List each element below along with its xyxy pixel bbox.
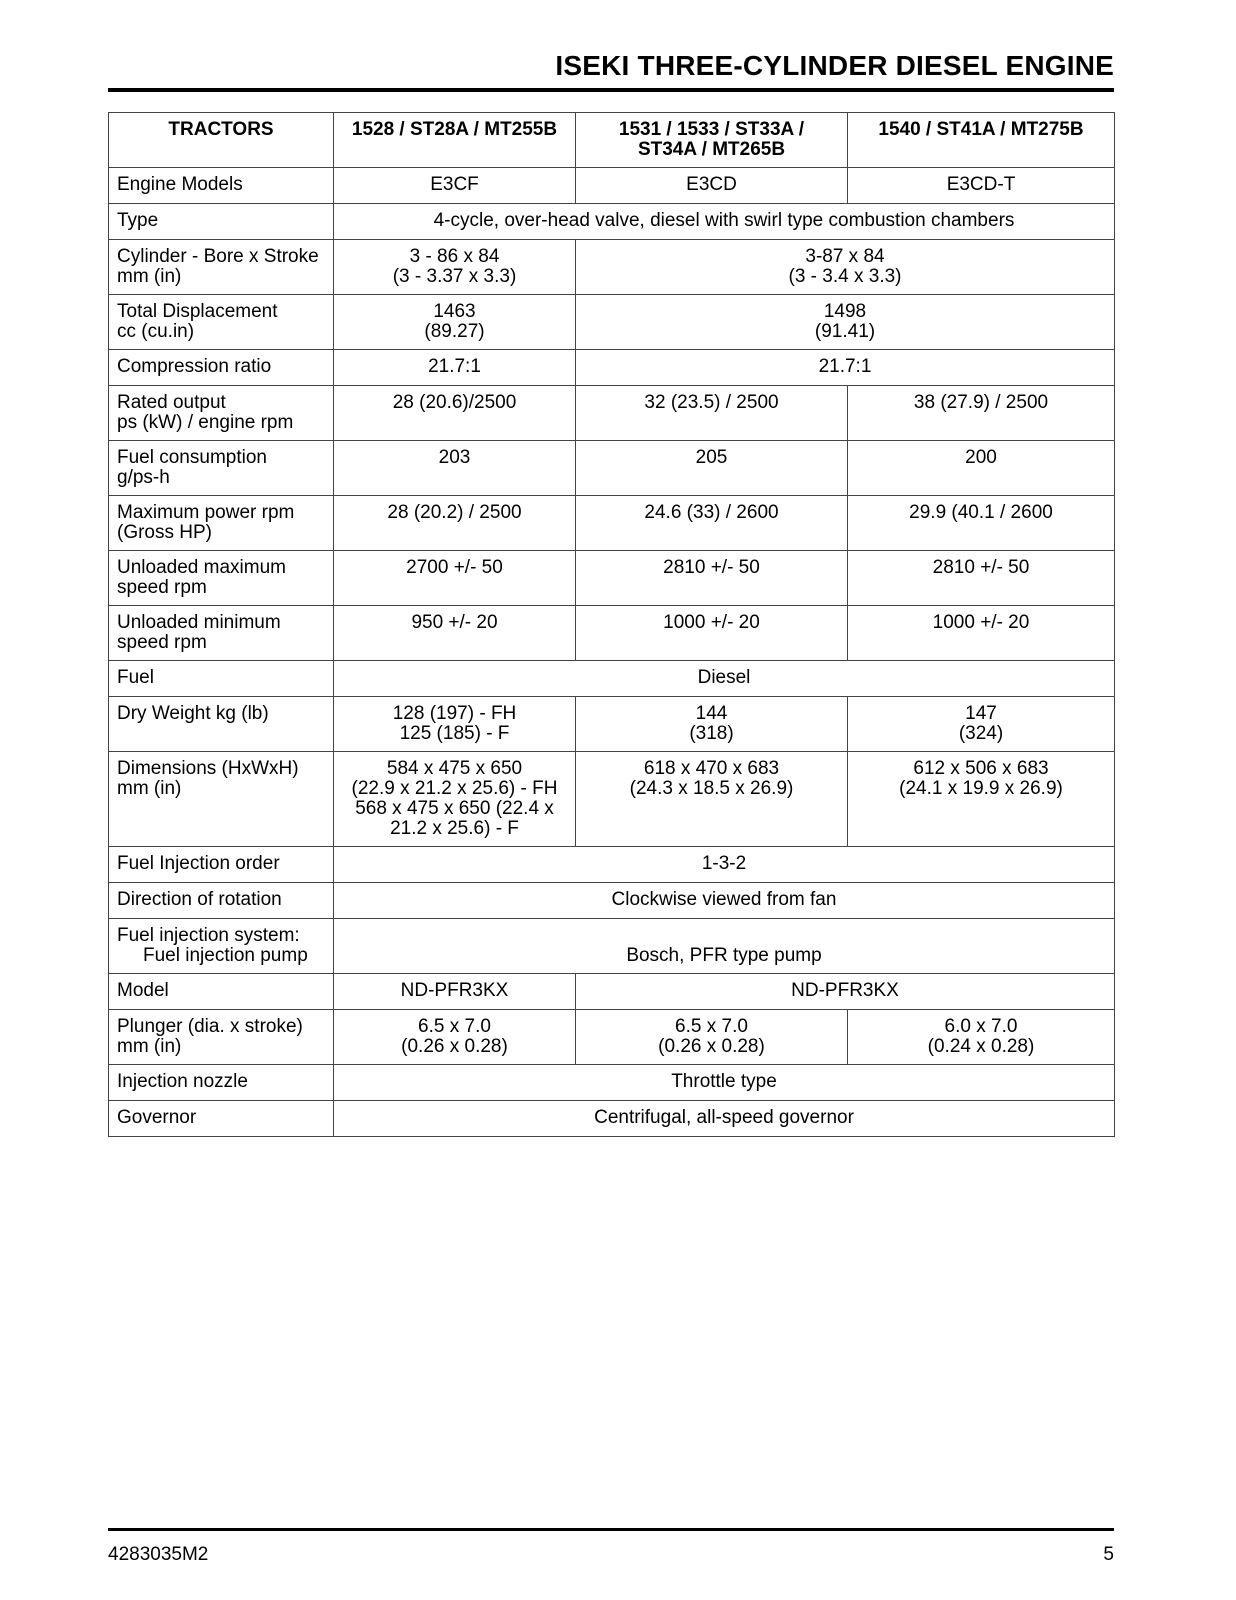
table-row — [109, 1010, 1115, 1065]
column-header-tractors: TRACTORS — [109, 113, 334, 168]
row-label: Model — [109, 974, 334, 1010]
cell-value: 6.5 x 7.0 (0.26 x 0.28) — [576, 1010, 848, 1065]
row-label: Unloaded minimum speed rpm — [109, 606, 334, 661]
footer-rule — [108, 1528, 1114, 1531]
row-label: Plunger (dia. x stroke) mm (in) — [109, 1010, 334, 1065]
table-row — [109, 204, 1115, 240]
cell-value: Throttle type — [334, 1065, 1115, 1101]
cell-value: ND-PFR3KX — [576, 974, 1115, 1010]
column-header-model-1540: 1540 / ST41A / MT275B — [848, 113, 1115, 168]
row-label: Fuel — [109, 661, 334, 697]
table-row — [109, 919, 1115, 974]
row-sublabel: Fuel injection pump — [143, 945, 308, 966]
cell-value: 4-cycle, over-head valve, diesel with swirl type combustion chambers — [334, 204, 1115, 240]
cell-value: 612 x 506 x 683 (24.1 x 19.9 x 26.9) — [848, 752, 1115, 847]
table-row — [109, 441, 1115, 496]
cell-value: 29.9 (40.1 / 2600 — [848, 496, 1115, 551]
cell-value: 21.7:1 — [334, 350, 576, 386]
row-label: Engine Models — [109, 168, 334, 204]
table-row — [109, 697, 1115, 752]
cell-value: 28 (20.2) / 2500 — [334, 496, 576, 551]
table-row — [109, 168, 1115, 204]
cell-value: ND-PFR3KX — [334, 974, 576, 1010]
part-number: 4283035M2 — [108, 1544, 209, 1565]
table-row — [109, 295, 1115, 350]
row-label: Total Displacement cc (cu.in) — [109, 295, 334, 350]
cell-value: 3 - 86 x 84 (3 - 3.37 x 3.3) — [334, 240, 576, 295]
row-label: Governor — [109, 1101, 334, 1137]
cell-value: 144 (318) — [576, 697, 848, 752]
row-label: Injection nozzle — [109, 1065, 334, 1101]
cell-value: 32 (23.5) / 2500 — [576, 386, 848, 441]
table-row — [109, 606, 1115, 661]
page-title: ISEKI THREE-CYLINDER DIESEL ENGINE — [555, 50, 1114, 81]
cell-value: 38 (27.9) / 2500 — [848, 386, 1115, 441]
table-header-row — [109, 113, 1115, 168]
cell-value: 1463 (89.27) — [334, 295, 576, 350]
cell-value: E3CD — [576, 168, 848, 204]
cell-value: Bosch, PFR type pump — [334, 919, 1115, 974]
row-label: Fuel consumption g/ps-h — [109, 441, 334, 496]
table-row — [109, 240, 1115, 295]
row-label: Direction of rotation — [109, 883, 334, 919]
cell-value: 28 (20.6)/2500 — [334, 386, 576, 441]
table-row — [109, 551, 1115, 606]
cell-value: 618 x 470 x 683 (24.3 x 18.5 x 26.9) — [576, 752, 848, 847]
table-row — [109, 350, 1115, 386]
table-row — [109, 496, 1115, 551]
header-rule — [108, 88, 1114, 92]
table-row — [109, 661, 1115, 697]
table-row — [109, 386, 1115, 441]
cell-value: 1000 +/- 20 — [576, 606, 848, 661]
cell-value: 200 — [848, 441, 1115, 496]
row-label: Unloaded maximum speed rpm — [109, 551, 334, 606]
row-label — [109, 919, 334, 974]
cell-value: 950 +/- 20 — [334, 606, 576, 661]
cell-value: 21.7:1 — [576, 350, 1115, 386]
cell-value: 1498 (91.41) — [576, 295, 1115, 350]
row-label: Compression ratio — [109, 350, 334, 386]
row-label: Fuel Injection order — [109, 847, 334, 883]
cell-value: 128 (197) - FH 125 (185) - F — [334, 697, 576, 752]
column-header-model-1528: 1528 / ST28A / MT255B — [334, 113, 576, 168]
cell-value: Clockwise viewed from fan — [334, 883, 1115, 919]
row-label: Maximum power rpm (Gross HP) — [109, 496, 334, 551]
cell-value: E3CD-T — [848, 168, 1115, 204]
row-label: Type — [109, 204, 334, 240]
cell-value: Diesel — [334, 661, 1115, 697]
row-label: Rated output ps (kW) / engine rpm — [109, 386, 334, 441]
row-label: Dimensions (HxWxH) mm (in) — [109, 752, 334, 847]
cell-value: 24.6 (33) / 2600 — [576, 496, 848, 551]
cell-value: 147 (324) — [848, 697, 1115, 752]
table-row — [109, 847, 1115, 883]
table-row — [109, 1065, 1115, 1101]
engine-spec-table — [108, 112, 1115, 1137]
table-row — [109, 752, 1115, 847]
cell-value: 6.0 x 7.0 (0.24 x 0.28) — [848, 1010, 1115, 1065]
cell-value: 1-3-2 — [334, 847, 1115, 883]
cell-value: 205 — [576, 441, 848, 496]
cell-value: E3CF — [334, 168, 576, 204]
table-row — [109, 974, 1115, 1010]
cell-value: 3-87 x 84 (3 - 3.4 x 3.3) — [576, 240, 1115, 295]
cell-value: 2810 +/- 50 — [848, 551, 1115, 606]
cell-value: 584 x 475 x 650 (22.9 x 21.2 x 25.6) - FH 568 x 475 x 650 (22.4 x 21.2 x 25.6) - F — [334, 752, 576, 847]
column-header-model-1531: 1531 / 1533 / ST33A / ST34A / MT265B — [576, 113, 848, 168]
row-label: Dry Weight kg (lb) — [109, 697, 334, 752]
cell-value: 2810 +/- 50 — [576, 551, 848, 606]
row-label-main: Fuel injection system: — [117, 925, 300, 946]
page-number: 5 — [1103, 1544, 1114, 1565]
table-row — [109, 883, 1115, 919]
row-label: Cylinder - Bore x Stroke mm (in) — [109, 240, 334, 295]
cell-value: 1000 +/- 20 — [848, 606, 1115, 661]
cell-value: 2700 +/- 50 — [334, 551, 576, 606]
cell-value: Centrifugal, all-speed governor — [334, 1101, 1115, 1137]
table-row — [109, 1101, 1115, 1137]
cell-value: 6.5 x 7.0 (0.26 x 0.28) — [334, 1010, 576, 1065]
cell-value: 203 — [334, 441, 576, 496]
